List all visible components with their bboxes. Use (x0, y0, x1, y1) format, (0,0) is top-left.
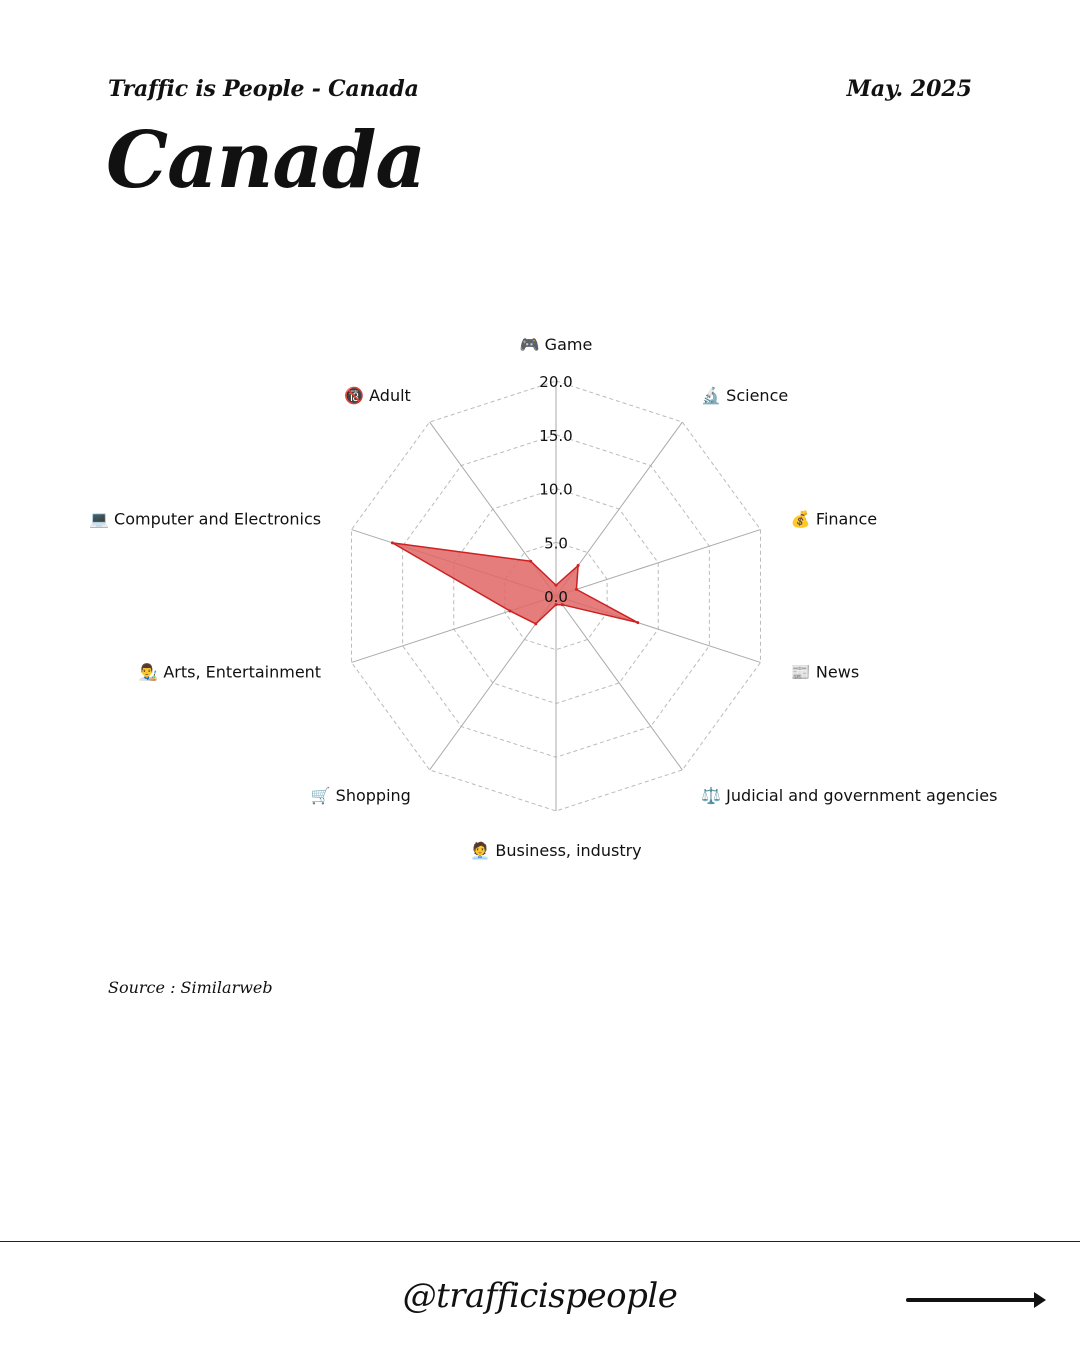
category-label: 💻 Computer and Electronics (89, 509, 322, 529)
category-label: 🔞 Adult (344, 386, 411, 406)
data-point (534, 622, 537, 625)
tick-label: 0.0 (544, 588, 568, 606)
data-point (575, 588, 578, 591)
footer-divider (0, 1241, 1080, 1242)
country-title: Canada (106, 115, 425, 206)
report-date: May. 2025 (846, 76, 972, 102)
tick-label: 5.0 (544, 534, 568, 553)
data-point (577, 564, 580, 567)
data-point (529, 560, 532, 563)
data-area (392, 543, 637, 624)
data-point (555, 584, 558, 587)
arrow-right-icon[interactable] (906, 1288, 1050, 1312)
category-label: 📰 News (790, 662, 860, 682)
category-label: 🛒 Shopping (310, 785, 411, 805)
radar-data (391, 541, 639, 625)
category-label: ⚖️ Judicial and government agencies (701, 785, 998, 805)
source-note: Source : Similarweb (108, 978, 273, 997)
tick-label: 10.0 (539, 480, 573, 499)
category-label: 👨‍🎨 Arts, Entertainment (138, 662, 322, 682)
category-label: 🧑‍💼 Business, industry (470, 841, 642, 860)
data-point (508, 609, 511, 612)
category-label: 💰 Finance (790, 509, 878, 529)
radar-spoke (556, 596, 682, 770)
category-label: 🎮 Game (519, 335, 593, 354)
series-title: Traffic is People - Canada (108, 76, 419, 102)
data-point (636, 621, 639, 624)
account-handle: @trafficispeople (402, 1276, 678, 1316)
tick-label: 15.0 (539, 426, 573, 445)
data-point (391, 541, 394, 544)
tick-label: 20.0 (539, 373, 573, 391)
category-label: 🔬 Science (701, 386, 789, 406)
